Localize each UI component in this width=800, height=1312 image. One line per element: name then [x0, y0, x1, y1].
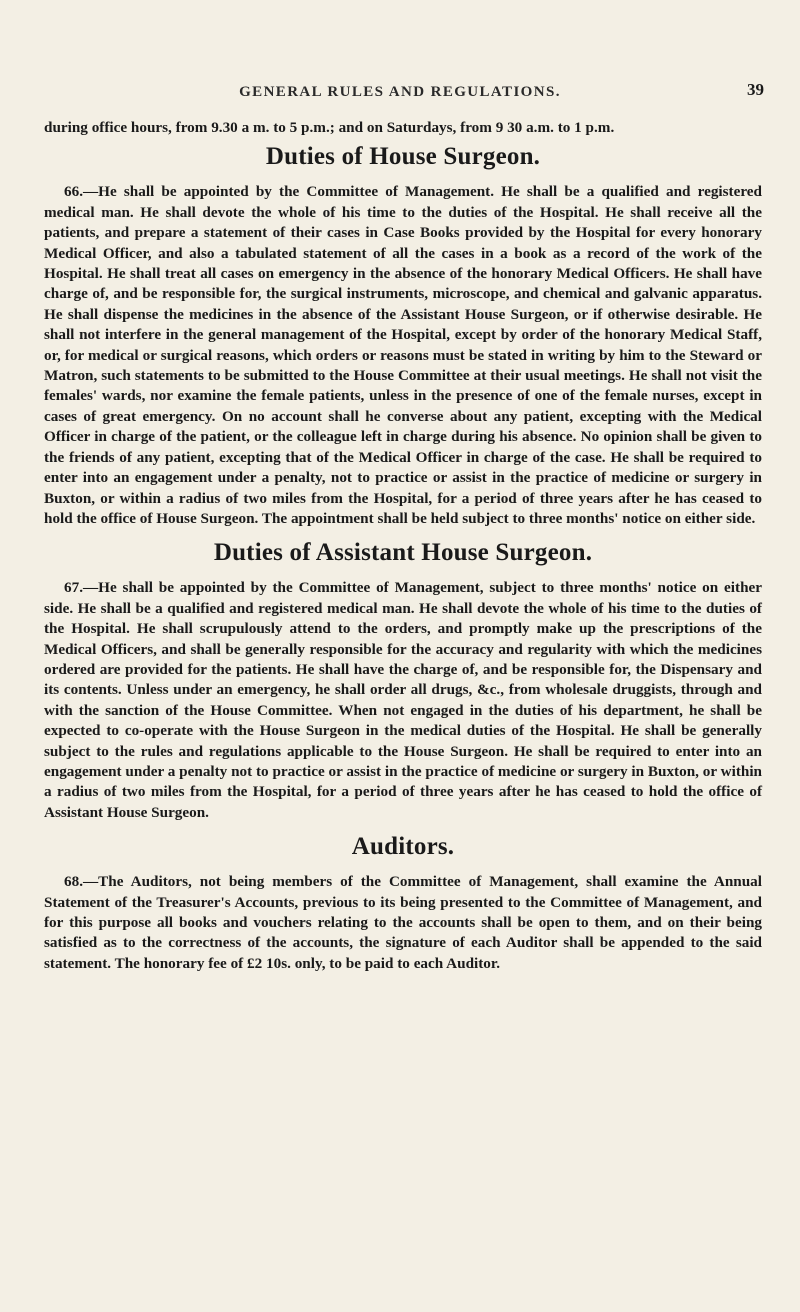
section-heading-assistant-house-surgeon: Duties of Assistant House Surgeon.	[213, 539, 593, 567]
running-head: GENERAL RULES AND REGULATIONS.	[239, 84, 561, 100]
paragraph-66: 66.—He shall be appointed by the Committee of Management. He shall be a qualified and registered medical man. He shall devote the whole of his time to the duties of the Hospital. He shall receive all the patients, and prepare a statement of their cases in Case Books provided by the Hospital for every honorary Medical Officer, and also a tabulated statement of all the cases in a book as a record of the work of the Hospital. He shall treat all cases on emergency in the absence of the honorary Medical Officers. He shall have charge of, and be responsible for, the surgical instruments, microscope, and chemical and galvanic apparatus. He shall dispense the medicines in the absence of the Assistant House Surgeon, or if otherwise desirable. He shall not interfere in the general management of the Hospital, except by order of the honorary Medical Staff, or, for medical or surgical reasons, which orders or reasons must be stated in writing by him to the Steward or Matron, such statements to be submitted to the House Committee at their usual meetings. He shall not visit the females' wards, nor examine the female patients, unless in the presence of one of the female nurses, except in cases of great emergency. On no account shall he converse about any patient, excepting with the Medical Officer in charge of the patient, or the colleague left in charge during his absence. No opinion shall be given to the friends of any patient, excepting that of the Medical Officer in charge of the case. He shall be required to enter into an engagement under a penalty, not to practice or assist in the practice of medicine or surgery in Buxton, or within a radius of two miles from the Hospital, for a period of three years after he has ceased to hold the office of House Surgeon. The appointment shall be held subject to three months' notice on either side.	[44, 183, 762, 527]
section-heading-auditors: Auditors.	[351, 833, 455, 861]
intro-paragraph: during office hours, from 9.30 a m. to 5 p.m.; and on Saturdays, from 9 30 a.m. to 1 p.m.	[44, 119, 615, 136]
section-heading-house-surgeon: Duties of House Surgeon.	[265, 143, 541, 171]
page-number: 39	[747, 80, 764, 99]
paragraph-68: 68.—The Auditors, not being members of the Committee of Management, shall examine the Annual Statement of the Treasurer's Accounts, previous to its being presented to the Committee of Management, and for this purpose all books and vouchers relating to the accounts shall be open to them, and on their being satisfied as to the correctness of the accounts, the signature of each Auditor shall be appended to the said statement. The honorary fee of £2 10s. only, to be paid to each Auditor.	[44, 873, 762, 972]
page-content	[44, 118, 762, 974]
paragraph-67: 67.—He shall be appointed by the Committee of Management, subject to three months' notice on either side. He shall be a qualified and registered medical man. He shall devote the whole of his time to the duties of the Hospital. He shall scrupulously attend to the orders, and promptly make up the prescriptions of the Medical Officers, and shall be generally responsible for the accuracy and regularity with which the medicines ordered are provided for the patients. He shall have the charge of, and be responsible for, the Dispensary and its contents. Unless under an emergency, he shall order all drugs, &c., from wholesale druggists, through and with the sanction of the House Committee. When not engaged in the duties of his department, he shall be expected to co-operate with the House Surgeon in the medical duties of the Hospital. He shall be generally subject to the rules and regulations applicable to the House Surgeon. He shall be required to enter into an engagement under a penalty not to practice or assist in the practice of medicine or surgery in Buxton, or within a radius of two miles from the Hospital, for a period of three years after he has ceased to hold the office of Assistant House Surgeon.	[44, 579, 762, 821]
